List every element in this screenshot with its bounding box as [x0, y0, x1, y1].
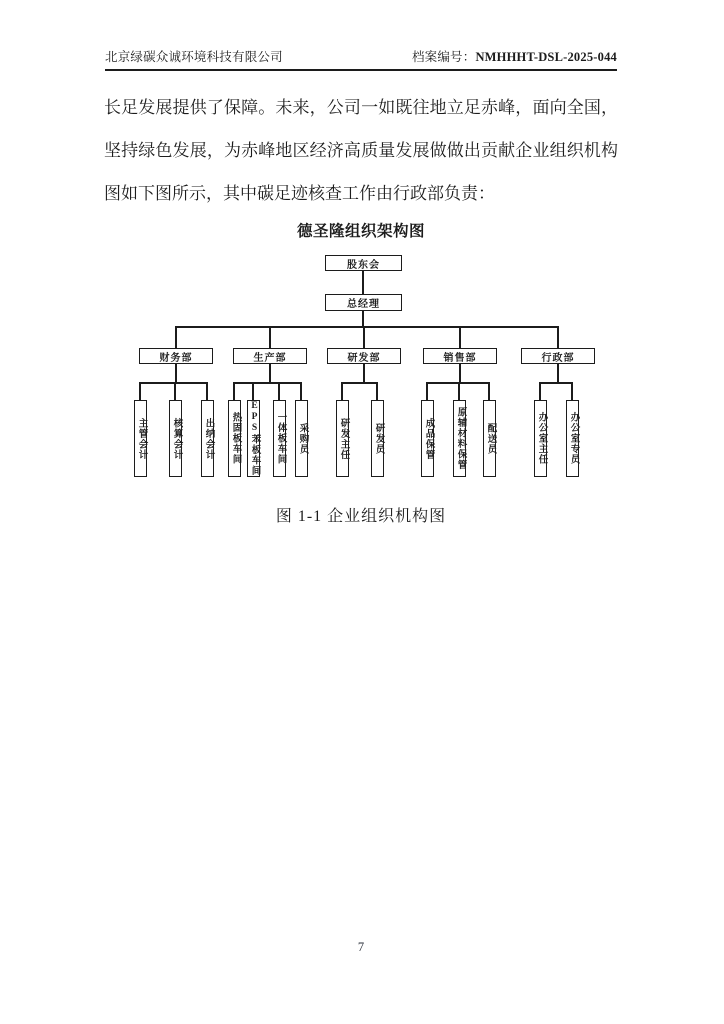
connector-line	[363, 364, 365, 384]
connector-line	[206, 382, 208, 400]
org-box-dept: 研发部	[327, 348, 401, 364]
org-box-role: EPS苯板车间	[247, 400, 260, 477]
connector-line	[252, 382, 254, 400]
org-box-manager: 总经理	[325, 294, 402, 311]
org-box-role: 一体板车间	[273, 400, 286, 477]
org-box-dept: 生产部	[233, 348, 307, 364]
connector-line	[571, 382, 573, 400]
connector-line	[426, 382, 428, 400]
org-box-role: 热固板车间	[228, 400, 241, 477]
org-box-role: 原辅材料保管	[453, 400, 466, 477]
org-box-role: 核算会计	[169, 400, 182, 477]
org-box-dept: 行政部	[521, 348, 595, 364]
connector-line	[139, 382, 141, 400]
connector-line	[278, 382, 280, 400]
connector-line	[175, 326, 559, 328]
connector-line	[539, 382, 541, 400]
connector-line	[376, 382, 378, 400]
connector-line	[174, 382, 176, 400]
connector-line	[269, 364, 271, 384]
connector-line	[269, 326, 271, 348]
connector-line	[458, 382, 460, 400]
page-number: 7	[357, 940, 365, 954]
connector-line	[557, 326, 559, 348]
connector-line	[233, 382, 302, 384]
paragraph-line: 长足发展提供了保障。未来，公司一如既往地立足赤峰，面向全国，	[104, 98, 618, 117]
archive-value: NMHHHT-DSL-2025-044	[475, 50, 617, 64]
archive-label: 档案编号：	[411, 50, 476, 64]
org-box-role: 出纳会计	[201, 400, 214, 477]
connector-line	[300, 382, 302, 400]
connector-line	[233, 382, 235, 400]
paragraph-line: 图如下图所示，其中碳足迹核查工作由行政部负责：	[104, 184, 495, 203]
org-box-role: 成品保管	[421, 400, 434, 477]
org-chart-title: 德圣隆组织架构图	[296, 223, 425, 240]
org-box-role: 研发员	[371, 400, 384, 477]
connector-line	[341, 382, 378, 384]
connector-line	[557, 364, 559, 384]
org-box-dept: 财务部	[139, 348, 213, 364]
connector-line	[539, 382, 573, 384]
connector-line	[175, 364, 177, 384]
org-box-role: 主管会计	[134, 400, 147, 477]
figure-caption: 图 1-1 企业组织机构图	[275, 508, 447, 525]
connector-line	[175, 326, 177, 348]
org-box-role: 配送员	[483, 400, 496, 477]
connector-line	[488, 382, 490, 400]
connector-line	[341, 382, 343, 400]
paragraph-line: 坚持绿色发展，为赤峰地区经济高质量发展做做出贡献企业组织机构	[104, 141, 618, 160]
org-box-role: 采购员	[295, 400, 308, 477]
connector-line	[362, 311, 364, 326]
connector-line	[363, 326, 365, 348]
connector-line	[362, 271, 364, 294]
company-name: 北京绿碳众诚环境科技有限公司	[105, 50, 283, 64]
org-box-role: 办公室主任	[534, 400, 547, 477]
connector-line	[459, 364, 461, 384]
connector-line	[459, 326, 461, 348]
org-box-root: 股东会	[325, 255, 402, 271]
org-box-role: 办公室专员	[566, 400, 579, 477]
org-box-dept: 销售部	[423, 348, 497, 364]
org-box-role: 研发主任	[336, 400, 349, 477]
